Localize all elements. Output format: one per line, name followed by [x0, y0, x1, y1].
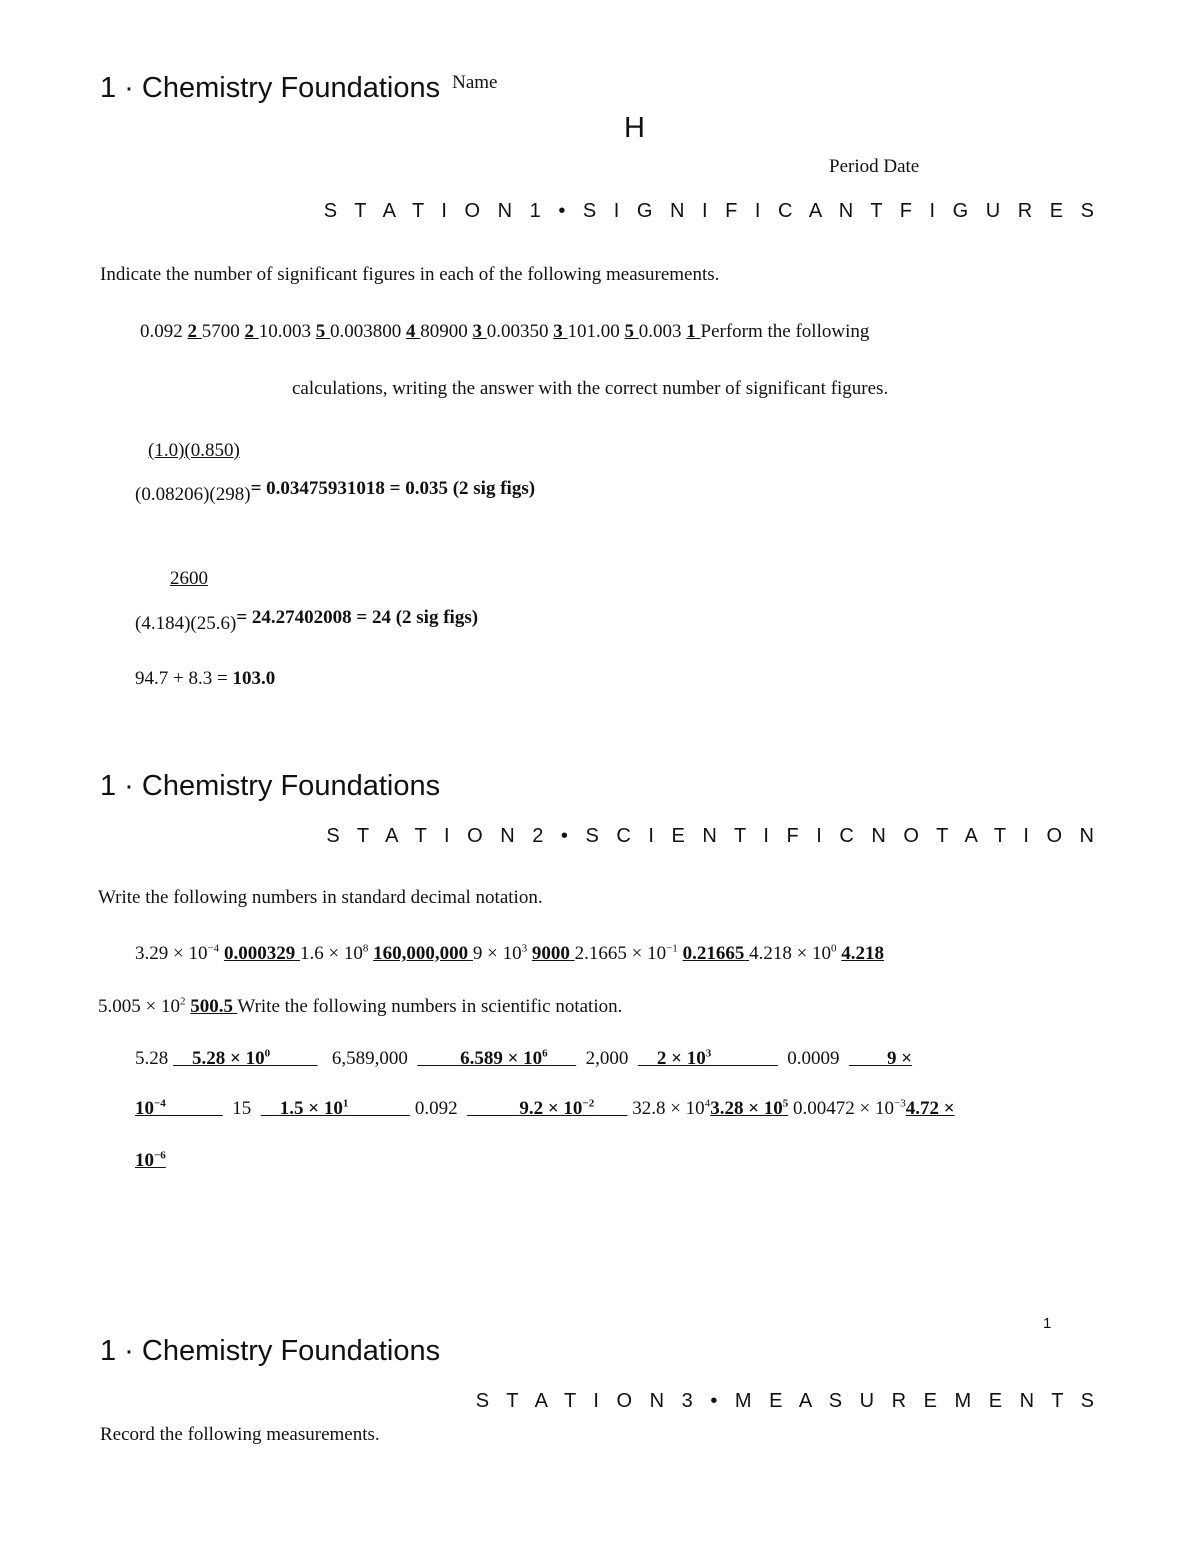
- sci-row-2: $10^{-4}$ 15 $1.5 \times 10^1$ 0.092 $9.2 \times 10^{-2}$ $32.8 \times 10^43.28 \times 10^5$ $0.00472 \times 10^{-3}4.72$ ×: [135, 1097, 955, 1119]
- calc2-line: [135, 607, 479, 635]
- sigfig-value: 10.003: [258, 321, 311, 342]
- decimal-items-line: $3.29 \times 10^{-4}$ 0.000329 $1.6 \times 10^8$ 160,000,000 $9 \times 10^3$ 9000 $2.1665 \times 10^{-1}$ 0.21665 $4.218 \times 10^0$ 4.218: [135, 942, 885, 964]
- calc3-expression: 94.7 + 8.3 =: [135, 668, 228, 689]
- perform-instruction-cont: calculations, writing the answer with the correct number of significant figures.: [292, 378, 889, 399]
- decimal-items-line-2: $5.005 \times 10^2$ 500.5 Write the following numbers in scientific notation.: [98, 995, 623, 1017]
- calc2-denominator: (4.184)(25.6): [135, 613, 237, 634]
- sigfig-value: 5700: [201, 321, 240, 342]
- decimal-answer: 9000: [531, 943, 570, 964]
- name-label: Name: [452, 72, 498, 93]
- sigfig-value: 80900: [420, 321, 468, 342]
- section-header-1: 1 · Chemistry Foundations $^{Name}$: [100, 72, 498, 104]
- sigfig-answer: 5: [624, 321, 634, 342]
- station-1-title: S T A T I O N 1 • S I G N I F I C A N T F I G U R E S: [323, 200, 1100, 222]
- sigfig-value: 0.00350: [486, 321, 549, 342]
- calc1-denominator: (0.08206)(298): [135, 484, 251, 505]
- calc3-result: 103.0: [232, 668, 276, 689]
- station-2-title: S T A T I O N 2 • S C I E N T I F I C N O T A T I O N: [326, 825, 1100, 847]
- calc1-numerator: (1.0)(0.850): [148, 440, 240, 461]
- sigfig-value: 0.092: [140, 321, 183, 342]
- calc1-line: [135, 478, 536, 506]
- h-letter: H: [624, 112, 645, 144]
- calc2-numerator: 2600: [170, 568, 208, 589]
- sigfig-value: 0.003800: [330, 321, 402, 342]
- sigfig-answer: 3: [553, 321, 563, 342]
- decimal-answer: 0.21665: [682, 943, 745, 964]
- sci-row-3: $10^{-6}$: [135, 1149, 166, 1171]
- decimal-answer: 0.000329: [223, 943, 296, 964]
- station-1-instruction: Indicate the number of significant figures in each of the following measurements.: [100, 264, 720, 285]
- calc2-result: = 24.27402008 = 24 (2 sig figs): [236, 607, 479, 628]
- sigfig-answer: 5: [315, 321, 326, 342]
- period-date-label: Period Date: [829, 156, 920, 177]
- station-2-instruction-2: Write the following numbers in scientific notation.: [237, 996, 623, 1017]
- page-number: 1: [1043, 1315, 1052, 1332]
- station-2-instruction-1: Write the following numbers in standard decimal notation.: [98, 887, 543, 908]
- decimal-answer: 160,000,000: [373, 943, 469, 964]
- perform-instruction: Perform the following: [700, 321, 870, 342]
- sigfig-value: 101.00: [567, 321, 620, 342]
- sigfig-answer: 2: [244, 321, 254, 342]
- sigfig-value: 0.003: [638, 321, 682, 342]
- decimal-answer: 500.5: [190, 996, 233, 1017]
- sigfig-answer: 1: [686, 321, 696, 342]
- station-3-title: S T A T I O N 3 • M E A S U R E M E N T S: [475, 1390, 1100, 1412]
- station-3-instruction: Record the following measurements.: [100, 1424, 380, 1445]
- sci-row-1: 5.28 $5.28 \times 10^0$ 6,589,000 $6.589 \times 10^6$ 2,000 $2 \times 10^3$ 0.0009 9 ×: [135, 1047, 913, 1069]
- sigfig-items-line: [140, 321, 869, 343]
- calc1-result: = 0.03475931018 = 0.035 (2 sig figs): [250, 478, 536, 499]
- section-header-3: 1 · Chemistry Foundations: [100, 1335, 441, 1367]
- sigfig-answer: 3: [472, 321, 482, 342]
- sigfig-answer: 2: [187, 321, 197, 342]
- section-header-2: 1 · Chemistry Foundations: [100, 770, 441, 802]
- sigfig-answer: 4: [406, 321, 416, 342]
- decimal-answer: 4.218: [841, 943, 885, 964]
- calc3-line: [135, 668, 275, 690]
